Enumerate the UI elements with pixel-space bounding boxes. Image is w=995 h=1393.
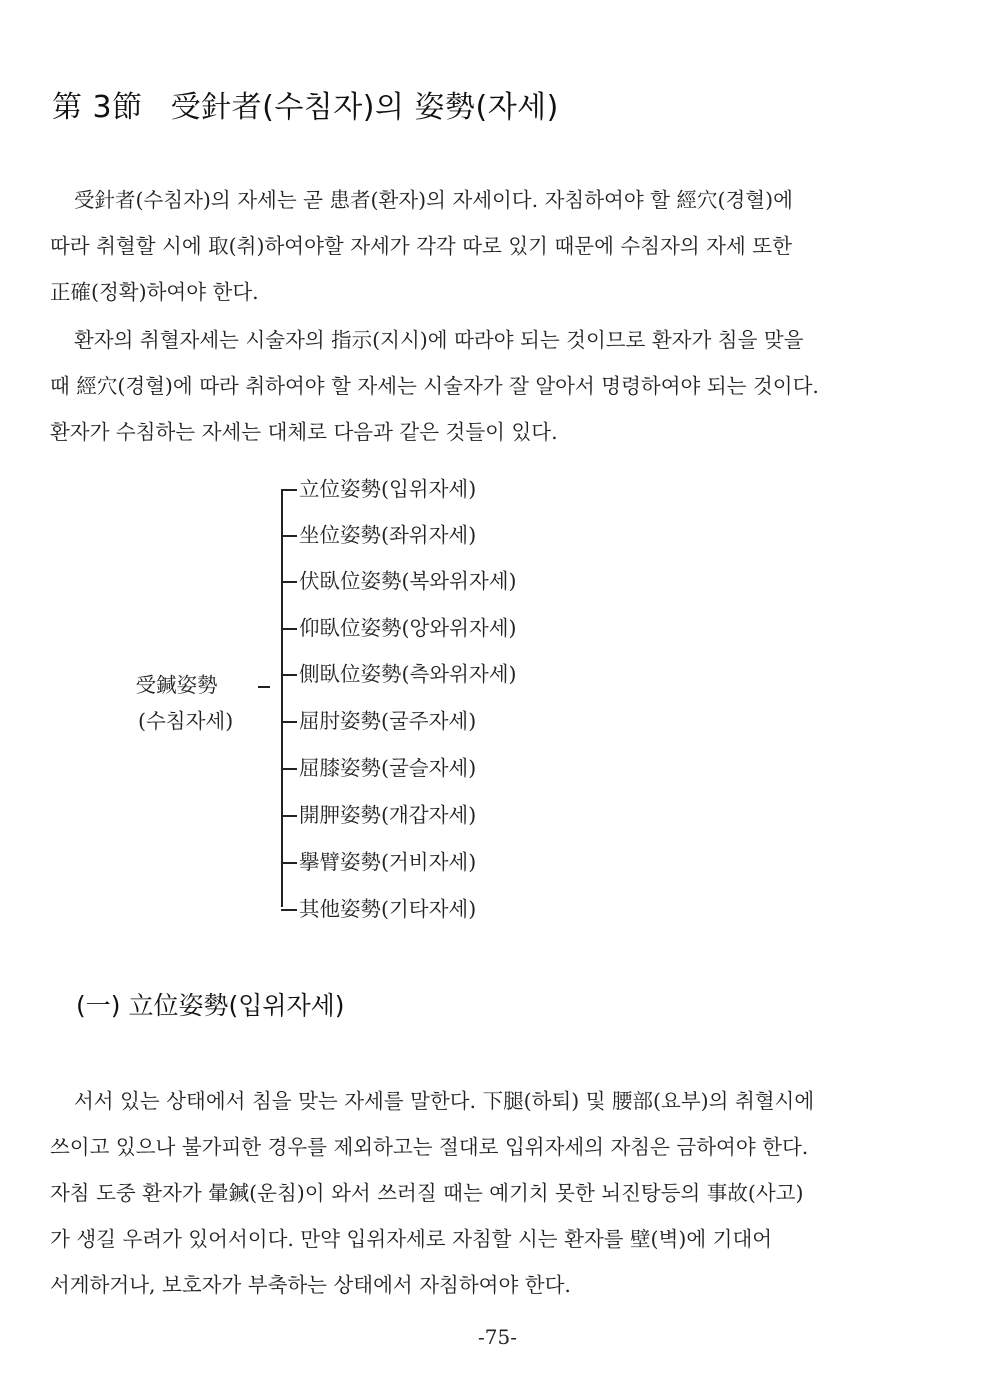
third-paragraph xyxy=(50,1078,940,1308)
section-heading: 受針者(수침자)의 姿勢(자세) xyxy=(170,90,559,125)
page-number: -75- xyxy=(478,1325,517,1349)
paragraph-line: 환자의 취혈자세는 시술자의 指示(지시)에 따라야 되는 것이므로 환자가 침을 맞을 xyxy=(74,328,804,352)
tree-item xyxy=(281,707,476,735)
tree-root-hanja: 受鍼姿勢 xyxy=(135,673,218,697)
paragraph-line: 受針者(수침자)의 자세는 곧 患者(환자)의 자세이다. 자침하여야 할 經穴(경혈)에 xyxy=(74,188,793,212)
tree-item xyxy=(281,801,476,829)
paragraph-line: 자침 도중 환자가 暈鍼(운침)이 와서 쓰러질 때는 예기치 못한 뇌진탕등의 事故(사고) xyxy=(50,1181,804,1205)
tree-item xyxy=(281,848,476,876)
tree-root-korean: (수침자세) xyxy=(138,709,234,733)
paragraph-line: 쓰이고 있으나 불가피한 경우를 제외하고는 절대로 입위자세의 자침은 금하여야 한다. xyxy=(50,1135,809,1159)
tree-connector xyxy=(258,686,270,688)
intro-paragraph xyxy=(50,177,940,315)
paragraph-line: 때 經穴(경혈)에 따라 취하여야 할 자세는 시술자가 잘 알아서 명령하여야 되는 것이다. xyxy=(50,374,819,398)
tree-item xyxy=(281,475,476,503)
tree-item-label: 仰臥位姿勢(앙와위자세) xyxy=(299,616,517,640)
tree-item xyxy=(281,895,476,923)
tree-item-label: 坐位姿勢(좌위자세) xyxy=(299,523,477,547)
subsection-title: (一) 立位姿勢(입위자세) xyxy=(76,991,345,1020)
paragraph-line: 正確(정확)하여야 한다. xyxy=(50,280,259,304)
tree-item-label: 開胛姿勢(개갑자세) xyxy=(299,803,477,827)
section-number: 第 3節 xyxy=(52,90,143,125)
tree-item-label: 立位姿勢(입위자세) xyxy=(299,477,477,501)
tree-item xyxy=(281,614,517,642)
tree-item-label: 伏臥位姿勢(복와위자세) xyxy=(299,569,517,593)
tree-item-label: 其他姿勢(기타자세) xyxy=(299,897,477,921)
paragraph-line: 환자가 수침하는 자세는 대체로 다음과 같은 것들이 있다. xyxy=(50,420,558,444)
tree-bracket xyxy=(281,489,283,907)
paragraph-line: 따라 취혈할 시에 取(취)하여야할 자세가 각각 따로 있기 때문에 수침자의 자세 또한 xyxy=(50,234,792,258)
tree-item xyxy=(281,521,476,549)
section-title xyxy=(52,82,559,126)
tree-item-label: 擧臂姿勢(거비자세) xyxy=(299,850,477,874)
paragraph-line: 서서 있는 상태에서 침을 맞는 자세를 말한다. 下腿(하퇴) 및 腰部(요부)의 취혈시에 xyxy=(74,1089,815,1113)
tree-item xyxy=(281,567,517,595)
tree-item-label: 側臥位姿勢(측와위자세) xyxy=(299,662,517,686)
tree-root-label xyxy=(120,667,233,739)
paragraph-line: 서게하거나, 보호자가 부축하는 상태에서 자침하여야 한다. xyxy=(50,1273,571,1297)
tree-item xyxy=(281,660,517,688)
tree-item-label: 屈膝姿勢(굴슬자세) xyxy=(299,756,477,780)
tree-item-label: 屈肘姿勢(굴주자세) xyxy=(299,709,477,733)
paragraph-line: 가 생길 우려가 있어서이다. 만약 입위자세로 자침할 시는 환자를 壁(벽)에 기대어 xyxy=(50,1227,773,1251)
tree-item xyxy=(281,754,476,782)
second-paragraph xyxy=(50,317,940,455)
